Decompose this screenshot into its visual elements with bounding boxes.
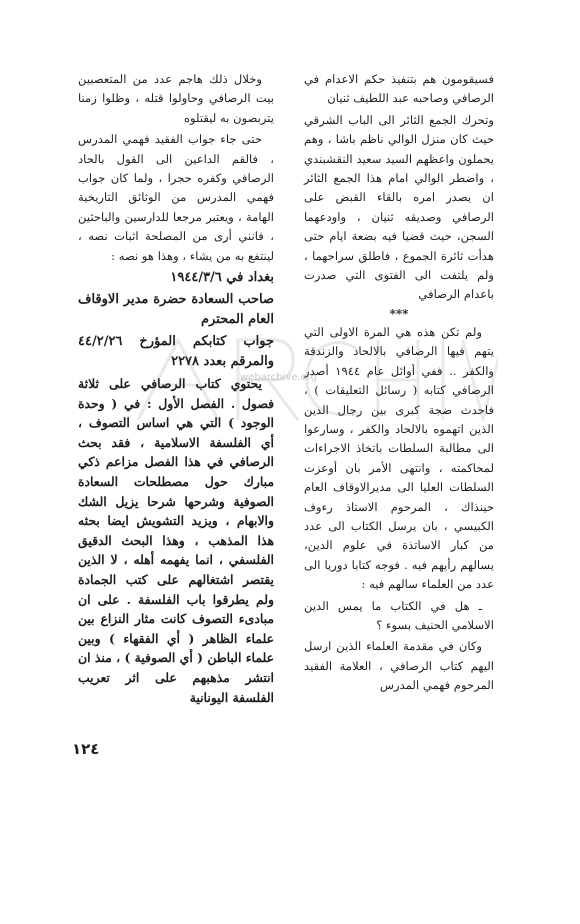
left-column-paragraph: بغداد في ١٩٤٤/٣/٦ [170, 270, 274, 286]
right-column [304, 70, 494, 698]
right-column-paragraph: ـ هل في الكتاب ما يمس الدين الاسلامي الحنيف بسوء ؟ [304, 598, 494, 632]
right-column-paragraph: وتحرك الجمع الثائر الى الباب الشرقي حيث كان منزل الوالي ناظم باشا ، وهم يحملون واعظهم السيد سعيد النقشبندي ، واضطر الوالي امام هذا الجمع الثائر ان يصدر امره بالقاء القبض على الرصافي وصديقه ثنيان ، واودعهما السجن، حيث قضيا فيه بضعة ايام حتى هدأت ثائرة الجموع ، فاطلق سراحهما ، ولم يلتفت الى الفتوى التي صدرت باعدام الرصافي [304, 112, 494, 302]
left-column-paragraph: جواب كتابكم المؤرخ ٤٤/٢/٢٦ والمرقم بعدد ٢٢٧٨ [78, 334, 274, 370]
right-column-paragraph: ولم تكن هذه هي المرة الاولى التي يتهم فيها الرصافي بالالحاد والزندقة والكفر .. ففي أوائل عام ١٩٤٤ أصدر الرصافي كتابه ( رسائل التعليقات ) ، فاحدث ضجة كبرى بين رجال الدين الذين اتهموه بالالحاد والكفر ، وسارعوا الى مطالبة السلطات باتخاذ الاجراءات لمحاكمته ، وانتهى الأمر بان أوعزت السلطات العليا الى مديرالاوقاف العام حينذاك ، المرحوم الاستاذ رءوف الكبيسي ، بان يرسل الكتاب الى عدد من كبار الاساتذة في علوم الدين، يسالهم رأيهم فيه . فوجه كتابا دوريا الى عدد من العلماء سالهم فيه : [304, 324, 495, 592]
left-column-paragraph: وخلال ذلك هاجم عدد من المتعصبين بيت الرصافي وحاولوا قتله ، وظلوا زمنا يتربصون به ليقتلوه [78, 72, 274, 125]
right-column-paragraph: *** [389, 306, 409, 321]
left-column-paragraph: حتى جاء جواب الفقيد فهمي المدرس ، فالقم الداعين الى القول بالحاد الرصافي وكفره حجرا ، ولما كان جواب فهمي المدرس من الوثائق التاريخية الهامة ، ويعتبر مرجعا للدارسين والباحثين ، فانني أرى من المصلحة اثبات نصه ، لينتفع به من يشاء ، وهذا هو نصه : [78, 132, 274, 263]
watermark-domain: webarchive.org [240, 372, 317, 383]
right-column-paragraph: وكان في مقدمة العلماء الذين ارسل اليهم كتاب الرصافي ، العلامة الفقيد المرحوم فهمي المدرس [304, 639, 494, 693]
page-number: ١٢٤ [72, 740, 100, 758]
left-column [78, 70, 274, 709]
right-column-paragraph: فسيقومون هم بتنفيذ حكم الاعدام في الرصافي وصاحبه عبد اللطيف ثنيان [304, 72, 494, 106]
left-column-paragraph: صاحب السعادة حضرة مدير الاوقاف العام المحترم [78, 292, 274, 328]
left-column-paragraph: يحتوي كتاب الرصافي على ثلاثة فصول . الفصل الأول : في ( وحدة الوجود ) التي هي اساس التصوف ، أي الفلسفة الاسلامية ، فقد بحث الرصافي في هذا الفصل مزاعم ذكي مبارك حول مصطلحات السعادة الصوفية وشرحها شرحا يزيل الشك والابهام ، ويزيد التشويش ايضا بحثه هذا المذهب ، وهذا البحث الدقيق الفلسفي ، انما يفهمه أهله ، لا الذين يقتصر اشتغالهم على كتب الجمادة ولم يطرقوا باب الفلسفة . على ان مبادىء التصوف كانت مثار النزاع بين علماء الظاهر ( أي الفقهاء ) وبين علماء الباطن ( أي الصوفية ) ، منذ ان انتشر مذهبهم على اثر تعريب الفلسفة اليونانية [78, 376, 274, 705]
